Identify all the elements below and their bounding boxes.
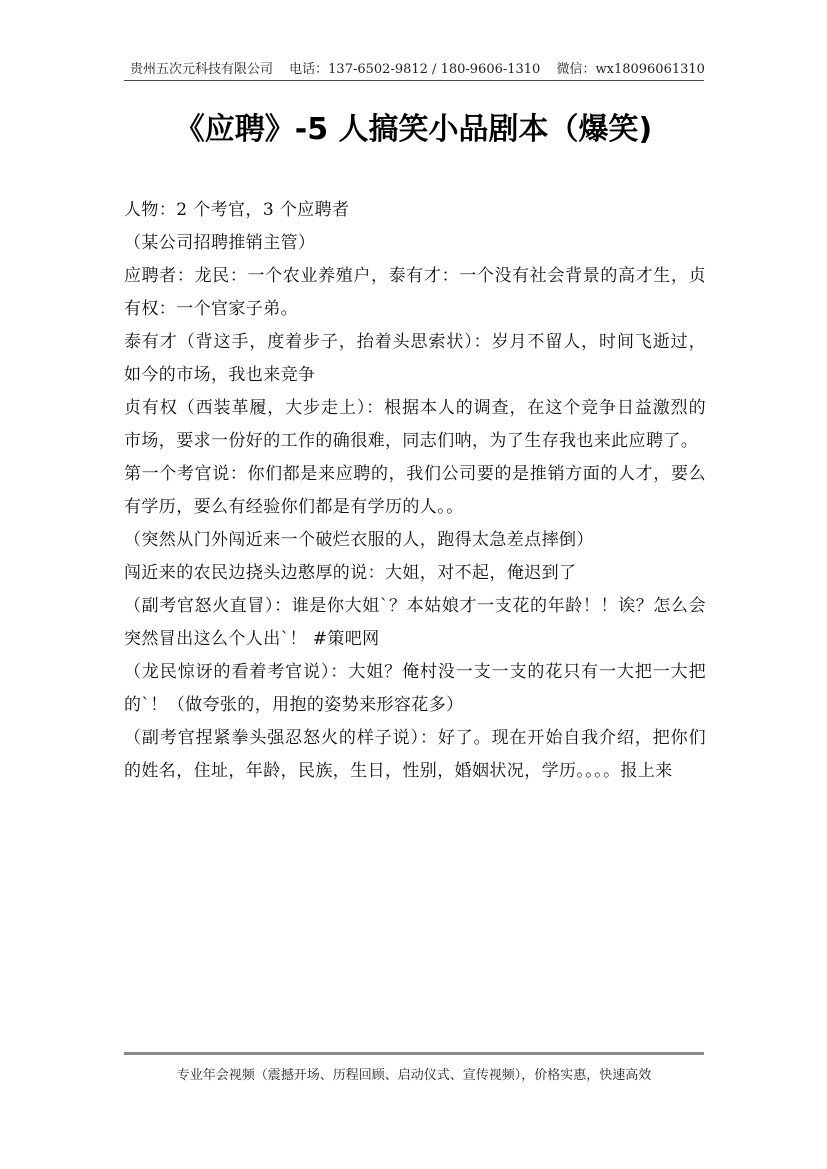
document-title: 《应聘》-5 人搞笑小品剧本（爆笑) xyxy=(174,112,653,147)
document-body xyxy=(124,194,706,788)
page-footer: 专业年会视频（震撼开场、历程回顾、启动仪式、宣传视频），价格实惠，快速高效 xyxy=(176,1068,652,1083)
paragraph: 贞有权（西装革履，大步走上）：根据本人的调查，在这个竞争日益激烈的市场，要求一份好的工作的确很难，同志们呐，为了生存我也来此应聘了。 xyxy=(124,398,706,451)
header-company: 贵州五次元科技有限公司 xyxy=(130,62,274,77)
header-wechat: 微信：wx18096061310 xyxy=(556,62,705,77)
paragraph: （副考官捏紧拳头强忍怒火的样子说）：好了。现在开始自我介绍，把你们的姓名，住址，年龄，民族，生日，性别，婚姻状况，学历。。。。报上来 xyxy=(124,728,706,781)
paragraph: 人物：2 个考官，3 个应聘者 xyxy=(124,200,350,220)
paragraph: （龙民惊讶的看着考官说）：大姐？俺村没一支一支的花只有一大把一大把的`！（做夸张的，用抱的姿势来形容花多） xyxy=(124,662,706,715)
paragraph: （突然从门外闯近来一个破烂衣服的人，跑得太急差点摔倒） xyxy=(124,530,594,550)
paragraph: （某公司招聘推销主管） xyxy=(124,233,316,253)
header-divider xyxy=(124,80,704,81)
page-header xyxy=(124,58,704,77)
paragraph: 闯近来的农民边挠头边憨厚的说：大姐，对不起，俺迟到了 xyxy=(124,563,577,583)
header-phone: 电话：137-6502-9812 / 180-9606-1310 xyxy=(289,62,541,77)
paragraph: （副考官怒火直冒）：谁是你大姐`？本姑娘才一支花的年龄！！诶？怎么会突然冒出这么个人出`！ #策吧网 xyxy=(124,596,706,649)
footer-divider xyxy=(124,1052,704,1055)
paragraph: 泰有才（背这手，度着步子，抬着头思索状）：岁月不留人，时间飞逝过，如今的市场，我也来竞争 xyxy=(124,332,706,385)
paragraph: 第一个考官说：你们都是来应聘的，我们公司要的是推销方面的人才，要么有学历，要么有经验你们都是有学历的人。。 xyxy=(124,464,706,517)
paragraph: 应聘者：龙民：一个农业养殖户，泰有才：一个没有社会背景的高才生，贞有权：一个官家子弟。 xyxy=(124,266,706,319)
